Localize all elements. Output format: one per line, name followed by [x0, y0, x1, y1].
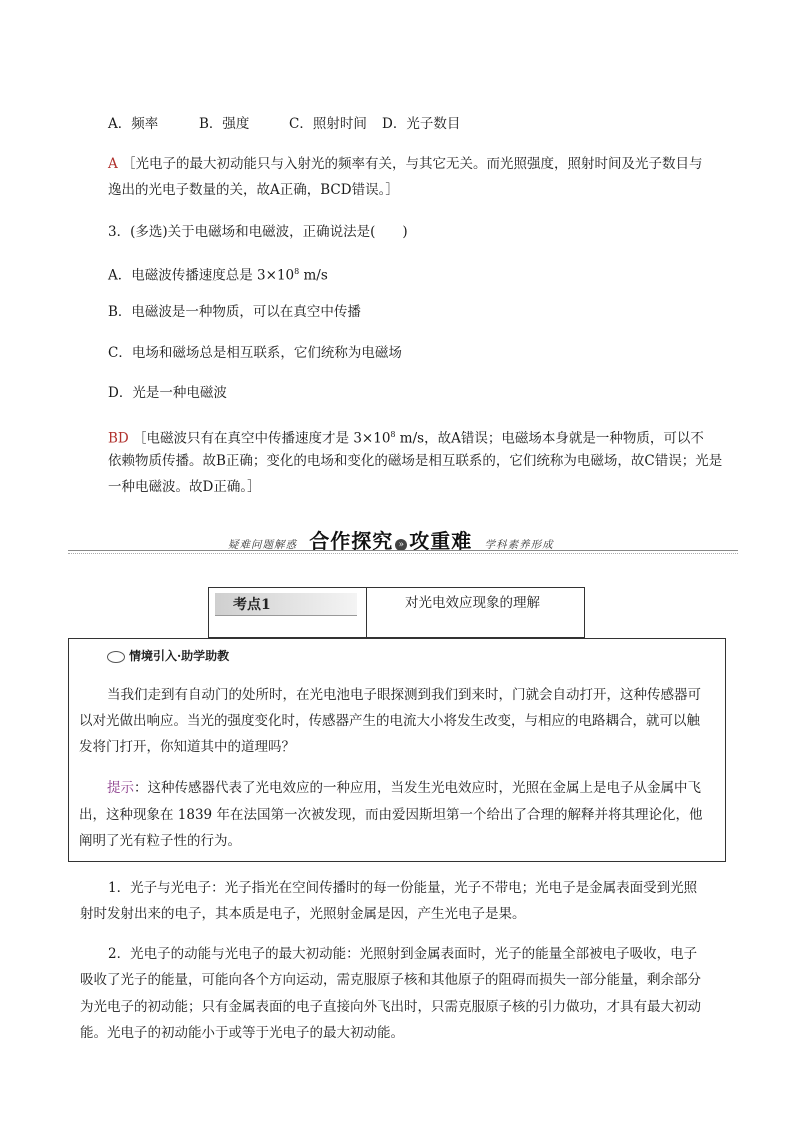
- section-banner: [228, 525, 588, 551]
- q3-option-b: B．电磁波是一种物质，可以在真空中传播: [108, 304, 361, 320]
- q3-option-d: D．光是一种电磁波: [108, 385, 227, 401]
- topic-badge: [215, 593, 357, 616]
- q2-option-b: B．强度: [199, 116, 250, 132]
- scenario-para-line-3: 发将门打开，你知道其中的道理吗？: [79, 739, 295, 755]
- point-2-line-2: 吸收了光子的能量，可能向各个方向运动，需克服原子核和其他原子的阻碍而损失一部分能量，剩余部分: [80, 972, 701, 988]
- q2-option-a: A．频率: [108, 116, 159, 132]
- point-2-line-1: 2．光电子的动能与光电子的最大初动能：光照射到金属表面时，光子的能量全部被电子吸收，电子: [108, 946, 698, 962]
- lightbulb-icon: [107, 651, 125, 663]
- topic-table: [208, 587, 585, 638]
- scenario-header: [107, 647, 229, 664]
- q2-answer-letter: A: [108, 156, 118, 172]
- scenario-header-label: 情境引入·助学助教: [129, 649, 230, 663]
- q2-answer-line-1: [108, 154, 703, 174]
- q3-option-a-exponent: 8: [294, 267, 300, 276]
- banner-title-right: 攻重难: [409, 529, 473, 553]
- q3-stem: 3．(多选)关于电磁场和电磁波，正确说法是( ): [108, 224, 408, 240]
- point-2-line-4: 能。光电子的初动能小于或等于光电子的最大初动能。: [80, 1025, 404, 1041]
- banner-title-left: 合作探究: [309, 529, 394, 553]
- banner-right-caption: 学科素养形成: [484, 539, 554, 551]
- q2-option-d: D．光子数目: [382, 116, 461, 132]
- topic-title: 对光电效应现象的理解: [405, 595, 540, 611]
- banner-divider: [68, 550, 738, 551]
- scenario-para-line-2: 以对光做出响应。当光的强度变化时，传感器产生的电流大小将发生改变，与相应的电路耦合，就可以触: [79, 713, 700, 729]
- topic-badge-label: 考点1: [233, 597, 271, 613]
- q3-option-c: C．电场和磁场总是相互联系，它们统称为电磁场: [108, 345, 402, 361]
- q2-option-c: C．照射时间: [289, 116, 367, 132]
- topic-badge-cell: [209, 588, 367, 637]
- q3-answer-line-2: 依赖物质传播。故B正确；变化的电场和变化的磁场是相互联系的，它们统称为电磁场，故C错误；光是: [108, 453, 723, 469]
- banner-left-caption: 疑难问题解惑: [228, 539, 297, 551]
- scenario-box: [68, 638, 726, 862]
- q3-answer-text-1b: m/s，故A错误；电磁场本身就是一种物质，可以不: [395, 430, 704, 447]
- q3-option-a-text: A．电磁波传播速度总是 3×10: [108, 267, 295, 284]
- q3-answer-text-1a: ［电磁波只有在真空中传播速度才是 3×10: [133, 430, 391, 447]
- q3-answer-line-3: 一种电磁波。故D正确。］: [108, 479, 261, 495]
- hint-label: 提示: [107, 780, 134, 796]
- point-1-line-2: 射时发射出来的电子，其本质是电子，光照射金属是因，产生光电子是果。: [80, 906, 526, 922]
- q2-answer-line-2: 逸出的光电子数量的关，故A正确，BCD错误。］: [108, 182, 399, 198]
- q3-option-a: [108, 262, 328, 286]
- banner-divider-dotted: [68, 553, 738, 554]
- point-2-line-3: 为光电子的初动能；只有金属表面的电子直接向外飞出时，只需克服原子核的引力做功，才具有最大初动: [80, 999, 701, 1015]
- q3-answer-letter: BD: [108, 430, 129, 447]
- q2-answer-text-1: ［光电子的最大初动能只与入射光的频率有关，与其它无关。而光照强度，照射时间及光子数目与: [122, 156, 703, 172]
- hint-line-1: [107, 778, 701, 798]
- double-chevron-icon: »: [395, 539, 407, 551]
- scenario-para-line-1: 当我们走到有自动门的处所时，在光电池电子眼探测到我们到来时，门就会自动打开，这种传感器可: [107, 687, 701, 703]
- hint-text-1: ：这种传感器代表了光电效应的一种应用，当发生光电效应时，光照在金属上是电子从金属中飞: [134, 780, 701, 796]
- q3-answer-line-1: [108, 425, 704, 449]
- q3-answer-exponent: 8: [390, 430, 396, 439]
- point-1-line-1: 1．光子与光电子：光子指光在空间传播时的每一份能量，光子不带电；光电子是金属表面受到光照: [108, 880, 698, 896]
- q3-option-a-unit: m/s: [299, 267, 328, 284]
- hint-line-3: 阐明了光有粒子性的行为。: [79, 833, 241, 849]
- hint-line-2: 出，这种现象在 1839 年在法国第一次被发现，而由爱因斯坦第一个给出了合理的解释并将其理论化，他: [79, 807, 703, 823]
